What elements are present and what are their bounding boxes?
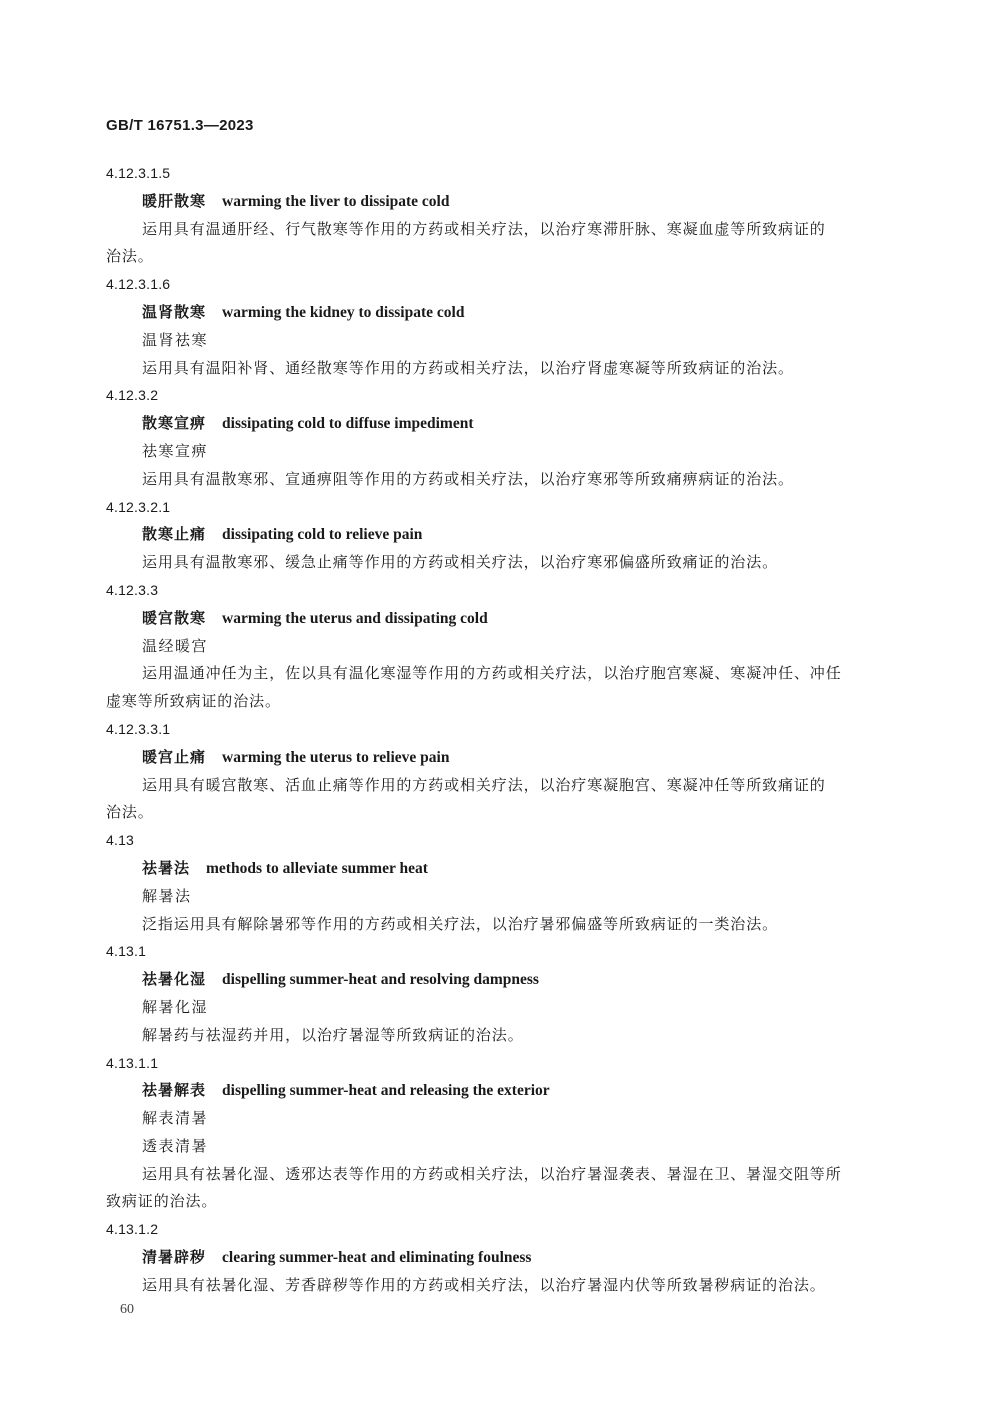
term-chinese: 散寒止痛	[142, 525, 207, 544]
term-chinese: 暖肝散寒	[142, 191, 207, 210]
term-line	[106, 855, 886, 883]
term-english: clearing summer-heat and eliminating foulness	[222, 1249, 532, 1267]
term-english: dispelling summer-heat and resolving dampness	[222, 971, 539, 989]
entry-number: 4.13.1.2	[106, 1221, 159, 1238]
term-line	[106, 605, 886, 633]
term-english: warming the kidney to dissipate cold	[222, 303, 465, 321]
term-chinese: 暖宫止痛	[142, 747, 207, 766]
entry-number: 4.13.1.1	[106, 1054, 159, 1071]
term-chinese: 清暑辟秽	[142, 1248, 207, 1267]
entry-number: 4.12.3.2.1	[106, 498, 171, 515]
term-chinese: 祛暑法	[142, 858, 191, 877]
entry-number: 4.12.3.1.5	[106, 165, 171, 181]
term-chinese: 散寒宣痹	[142, 414, 207, 433]
page-number: 60	[120, 1302, 134, 1317]
term-definition-line: 运用具有温通肝经、行气散寒等作用的方药或相关疗法，以治疗寒滞肝脉、寒凝血虚等所致病证的	[142, 219, 826, 238]
term-english: warming the liver to dissipate cold	[222, 192, 450, 210]
term-chinese: 祛暑解表	[142, 1081, 207, 1100]
term-line	[106, 299, 886, 327]
term-line	[106, 188, 886, 216]
entry-number: 4.13	[106, 832, 135, 849]
term-definition-line: 运用具有暖宫散寒、活血止痛等作用的方药或相关疗法，以治疗寒凝胞宫、寒凝冲任等所致痛证的	[142, 775, 826, 794]
term-english: warming the uterus to relieve pain	[222, 748, 450, 766]
term-definition-line: 运用温通冲任为主，佐以具有温化寒湿等作用的方药或相关疗法，以治疗胞宫寒凝、寒凝冲任、冲任	[142, 664, 842, 683]
entry-number: 4.12.3.3.1	[106, 720, 171, 737]
term-synonym: 解暑化湿	[142, 997, 209, 1016]
term-line	[106, 966, 886, 994]
term-definition-line: 运用具有温阳补肾、通经散寒等作用的方药或相关疗法，以治疗肾虚寒凝等所致病证的治法。	[142, 358, 794, 377]
term-line	[106, 521, 886, 549]
term-definition-line: 虚寒等所致病证的治法。	[106, 692, 281, 711]
term-chinese: 温肾散寒	[142, 302, 207, 321]
term-definition-line: 运用具有温散寒邪、宣通痹阻等作用的方药或相关疗法，以治疗寒邪等所致痛痹病证的治法。	[142, 469, 794, 488]
term-line	[106, 744, 886, 772]
term-english: methods to alleviate summer heat	[206, 859, 428, 877]
term-definition-line: 运用具有温散寒邪、缓急止痛等作用的方药或相关疗法，以治疗寒邪偏盛所致痛证的治法。	[142, 553, 779, 572]
term-chinese: 祛暑化湿	[142, 970, 207, 989]
term-synonym: 透表清暑	[142, 1136, 209, 1155]
term-definition-line: 泛指运用具有解除暑邪等作用的方药或相关疗法，以治疗暑邪偏盛等所致病证的一类治法。	[142, 914, 779, 933]
entry-number: 4.12.3.3	[106, 581, 159, 598]
term-line	[106, 1077, 886, 1105]
term-definition-line: 运用具有祛暑化湿、透邪达表等作用的方药或相关疗法，以治疗暑湿袭表、暑湿在卫、暑湿交阻等所	[142, 1164, 842, 1183]
term-definition-line: 治法。	[106, 247, 154, 266]
term-chinese: 暖宫散寒	[142, 608, 207, 627]
term-synonym: 温肾祛寒	[142, 330, 209, 349]
term-english: dispelling summer-heat and releasing the exterior	[222, 1082, 550, 1100]
term-synonym: 祛寒宣痹	[142, 441, 209, 460]
term-synonym: 解表清暑	[142, 1109, 209, 1128]
term-english: dissipating cold to diffuse impediment	[222, 415, 474, 433]
entry-number: 4.12.3.2	[106, 387, 159, 404]
term-definition-line: 致病证的治法。	[106, 1192, 218, 1211]
term-english: dissipating cold to relieve pain	[222, 526, 423, 544]
term-line	[106, 410, 886, 438]
term-line	[106, 1244, 886, 1272]
term-definition-line: 解暑药与祛湿药并用，以治疗暑湿等所致病证的治法。	[142, 1025, 524, 1044]
term-definition-line: 治法。	[106, 803, 154, 822]
entry-number: 4.12.3.1.6	[106, 276, 171, 293]
term-entries	[106, 160, 886, 1300]
term-synonym: 解暑法	[142, 886, 192, 905]
standard-code: GB/T 16751.3—2023	[106, 117, 254, 134]
term-english: warming the uterus and dissipating cold	[222, 609, 488, 627]
term-synonym: 温经暖宫	[142, 636, 209, 655]
entry-number: 4.13.1	[106, 943, 147, 960]
term-definition-line: 运用具有祛暑化湿、芳香辟秽等作用的方药或相关疗法，以治疗暑湿内伏等所致暑秽病证的治法。	[142, 1275, 826, 1294]
